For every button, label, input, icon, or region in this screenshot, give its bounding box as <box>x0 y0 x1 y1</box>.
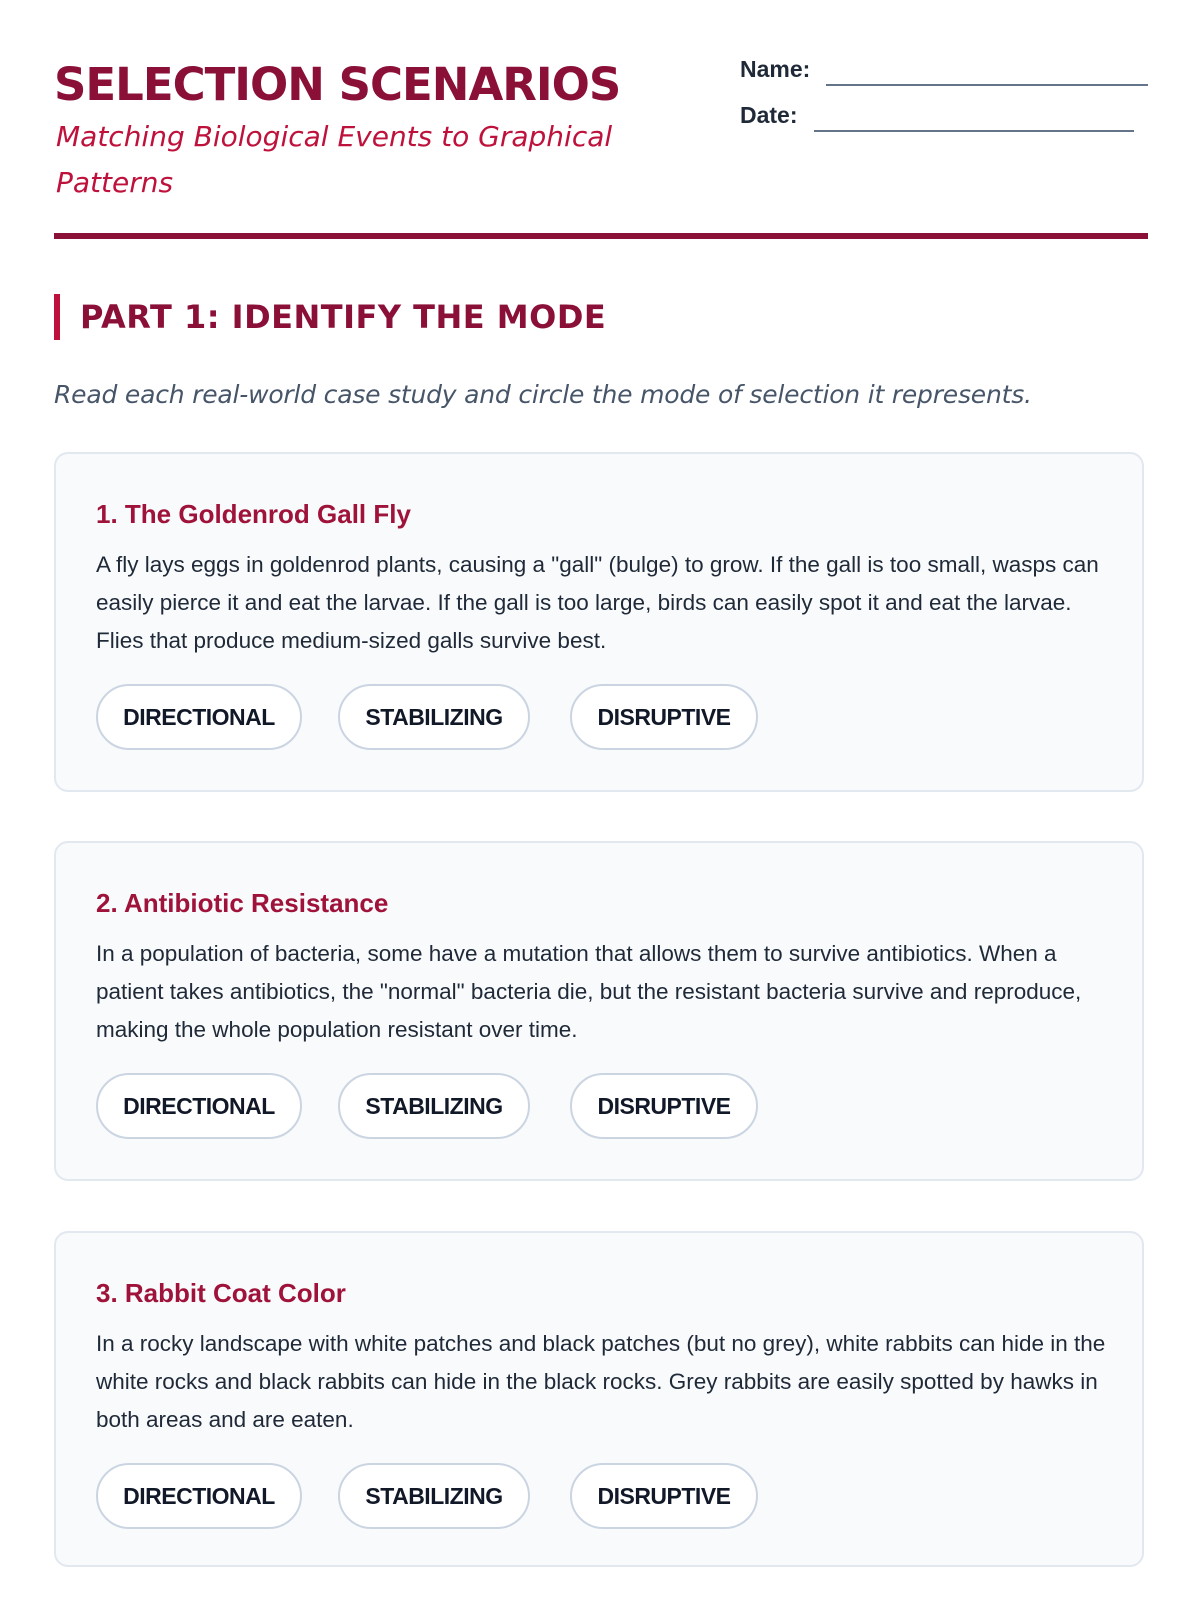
option-directional[interactable]: DIRECTIONAL <box>96 684 302 750</box>
date-row <box>740 98 1148 144</box>
scenario-card-3 <box>54 1231 1144 1567</box>
section-accent-bar <box>54 294 60 340</box>
option-disruptive[interactable]: DISRUPTIVE <box>570 684 758 750</box>
option-directional[interactable]: DIRECTIONAL <box>96 1463 302 1529</box>
option-disruptive[interactable]: DISRUPTIVE <box>570 1463 758 1529</box>
option-stabilizing[interactable]: STABILIZING <box>338 1073 530 1139</box>
option-disruptive[interactable]: DISRUPTIVE <box>570 1073 758 1139</box>
student-info <box>740 52 1148 144</box>
option-directional[interactable]: DIRECTIONAL <box>96 1073 302 1139</box>
worksheet-page <box>54 0 1148 1509</box>
scenario-title: 3. Rabbit Coat Color <box>96 1278 346 1308</box>
option-stabilizing[interactable]: STABILIZING <box>338 1463 530 1529</box>
option-stabilizing[interactable]: STABILIZING <box>338 684 530 750</box>
part1-heading <box>54 294 1148 340</box>
scenario-title: 1. The Goldenrod Gall Fly <box>96 499 411 529</box>
scenario-text: In a rocky landscape with white patches and black patches (but no grey), white rabbits can hide in the white rocks and black rabbits can hide in the black rocks. Grey rabbits are easily spotted by hawks in both areas and are eaten. <box>96 1331 1106 1432</box>
worksheet-header <box>54 0 1148 240</box>
name-write-line[interactable] <box>826 84 1148 86</box>
scenario-text: In a population of bacteria, some have a mutation that allows them to survive antibiotics. When a patient takes antibiotics, the "normal" bacteria die, but the resistant bacteria survive and reproduce, making the whole population resistant over time. <box>96 941 1082 1042</box>
name-row <box>740 52 1148 98</box>
name-label: Name: <box>740 56 811 82</box>
scenario-text: A fly lays eggs in goldenrod plants, causing a "gall" (bulge) to grow. If the gall is too small, wasps can easily pierce it and eat the larvae. If the gall is too large, birds can easily spot it and eat the larvae. Flies that produce medium-sized galls survive best. <box>96 552 1099 653</box>
page-title: SELECTION SCENARIOS <box>54 58 621 111</box>
part1-title: PART 1: IDENTIFY THE MODE <box>80 298 607 336</box>
page-subtitle: Matching Biological Events to Graphical Patterns <box>56 120 613 199</box>
scenario-title: 2. Antibiotic Resistance <box>96 888 389 918</box>
part1-instructions: Read each real-world case study and circle the mode of selection it represents. <box>54 380 1032 409</box>
scenario-card-1 <box>54 452 1144 792</box>
header-divider <box>54 233 1148 239</box>
scenario-card-2 <box>54 841 1144 1181</box>
date-write-line[interactable] <box>814 130 1134 132</box>
date-label: Date: <box>740 102 798 128</box>
